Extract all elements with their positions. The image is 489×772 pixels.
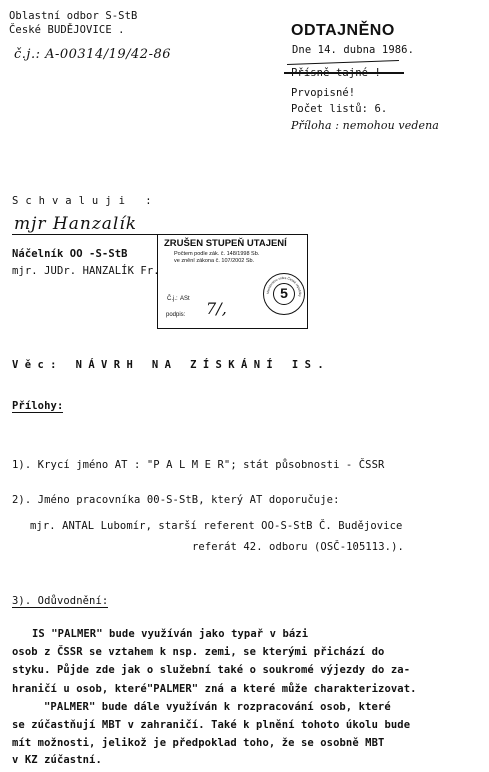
body-line-4: hraničí u osob, které"PALMER" zná a které může charakterizovat. [12,683,417,695]
page-count: Počet listů: 6. [291,103,388,115]
body-line-2: osob z ČSSR se vztahem k nsp. zemi, se kterými přichází do [12,646,385,658]
office-city: České BUDĚJOVICE . [9,24,125,36]
stamp-title: ZRUŠEN STUPEŇ UTAJENÍ [164,238,287,249]
section3-heading: 3). Odůvodnění: [12,595,109,607]
stamp-sign-value: 7/, [206,299,227,318]
signature: mjr Hanzalík [14,214,138,234]
body-line-5: "PALMER" bude dále využíván k rozpracování osob, které [44,701,391,713]
body-line-6: se zúčastňují MBT v zahraničí. Také k plnění tohoto úkolu bude [12,719,411,731]
seal-ring-text [264,274,304,314]
item-cover-name: 1). Krycí jméno AT : "P A L M E R"; stát působnosti - ČSSR [12,459,385,471]
body-line-1: IS "PALMER" bude využíván jako typař v bázi [32,628,309,640]
document-date: Dne 14. dubna 1986. [292,44,415,56]
body-line-3: styku. Půjde zde jak o služební také o soukromé výjezdy do za- [12,664,411,676]
stamp-sign-label: podpis: [166,312,186,318]
body-line-7: mít možnosti, jelikož je předpoklad toho, že se osobně MBT [12,737,385,749]
subject-line: Věc: NÁVRH NA ZÍSKÁNÍ IS. [12,359,331,371]
attachment-note: Příloha : nemohou vedena [291,119,439,132]
office-name: Oblastní odbor S-StB [9,10,138,22]
svg-text:Ministerstvo vnitra České repu: Ministerstvo vnitra České republiky [265,275,303,297]
declassified-stamp: ODTAJNĚNO [291,22,395,39]
struck-classification [291,67,381,80]
approver-name: mjr. JUDr. HANZALÍK Fr. [12,265,160,277]
classification-cancelled-stamp [157,234,308,329]
stamp-cj-label: Č.j.: [167,296,178,302]
officer-line-2: referát 42. odboru (OSČ-105113.). [192,541,404,553]
body-line-8: v KZ zúčastní. [12,754,102,766]
approver-title: Náčelník OO -S-StB [12,248,128,260]
strike-line-upper [287,60,399,65]
item-recommending-officer: 2). Jméno pracovníka 00-S-StB, který AT doporučuje: [12,494,340,506]
original-copy-label: Prvopisné! [291,87,356,99]
handwritten-reference: č.j.: A-00314/19/42-86 [14,47,172,62]
officer-line-1: mjr. ANTAL Lubomír, starší referent OO-S-StB Č. Budějovice [30,520,403,532]
attachments-heading: Přílohy: [12,400,64,412]
stamp-law-line1: Počtem podle zák. č. 148/1998 Sb. [174,251,260,257]
stamp-law-line2: ve znění zákona č. 107/2002 Sb. [174,258,255,264]
stamp-cj-value: ASt [180,296,190,302]
official-seal [263,273,305,315]
strike-line [284,72,404,74]
seal-number: 5 [280,285,288,301]
signature-line [12,234,162,235]
approve-label: Schvaluji : [12,195,159,207]
